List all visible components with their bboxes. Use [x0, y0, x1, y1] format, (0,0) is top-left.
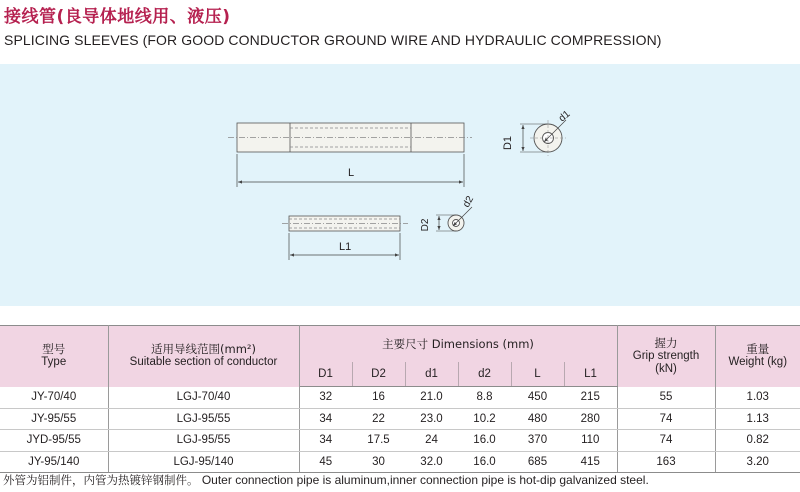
cell-D1: 34 — [299, 430, 352, 452]
footer-note-chinese: 外管为铝制件，内管为热镀锌钢制件。 — [3, 473, 199, 487]
label-D1: D1 — [502, 135, 514, 151]
cell-type: JY-70/40 — [0, 387, 108, 409]
cell-D2: 22 — [352, 408, 405, 430]
cell-d2: 16.0 — [458, 451, 511, 473]
cell-grip: 74 — [617, 430, 715, 452]
label-d1: d1 — [556, 108, 573, 125]
cell-d2: 16.0 — [458, 430, 511, 452]
cell-L: 685 — [511, 451, 564, 473]
header-weight: 重量 Weight (kg) — [715, 326, 800, 387]
header-type: 型号 Type — [0, 326, 108, 387]
header-grip: 握力 Grip strength (kN) — [617, 326, 715, 387]
drawing-panel — [0, 64, 800, 306]
cell-section: LGJ-70/40 — [108, 387, 299, 409]
cell-L: 370 — [511, 430, 564, 452]
label-D2: D2 — [420, 218, 431, 232]
cell-type: JY-95/55 — [0, 408, 108, 430]
cell-type: JYD-95/55 — [0, 430, 108, 452]
header-L1: L1 — [564, 362, 617, 387]
cell-d1: 23.0 — [405, 408, 458, 430]
label-L1: L1 — [339, 241, 352, 253]
cell-d2: 10.2 — [458, 408, 511, 430]
cell-weight: 1.13 — [715, 408, 800, 430]
sleeve-drawing — [0, 64, 800, 306]
cell-d2: 8.8 — [458, 387, 511, 409]
cell-weight: 3.20 — [715, 451, 800, 473]
cell-type: JY-95/140 — [0, 451, 108, 473]
cell-weight: 0.82 — [715, 430, 800, 452]
inner-sleeve-end-view — [436, 207, 472, 231]
cell-grip: 55 — [617, 387, 715, 409]
cell-L1: 110 — [564, 430, 617, 452]
cell-L: 480 — [511, 408, 564, 430]
table-row — [0, 387, 800, 409]
cell-weight: 1.03 — [715, 387, 800, 409]
cell-d1: 21.0 — [405, 387, 458, 409]
header-d1: d1 — [405, 362, 458, 387]
cell-D2: 30 — [352, 451, 405, 473]
cell-section: LGJ-95/55 — [108, 408, 299, 430]
cell-D1: 32 — [299, 387, 352, 409]
header-d2: d2 — [458, 362, 511, 387]
header-D1: D1 — [299, 362, 352, 387]
table-row — [0, 408, 800, 430]
cell-D2: 16 — [352, 387, 405, 409]
outer-sleeve — [228, 123, 472, 152]
cell-D1: 34 — [299, 408, 352, 430]
cell-grip: 163 — [617, 451, 715, 473]
cell-section: LGJ-95/55 — [108, 430, 299, 452]
title-chinese: 接线管(良导体地线用、液压) — [4, 7, 231, 27]
cell-d1: 24 — [405, 430, 458, 452]
cell-grip: 74 — [617, 408, 715, 430]
cell-D2: 17.5 — [352, 430, 405, 452]
title-english: SPLICING SLEEVES (FOR GOOD CONDUCTOR GROUND WIRE AND HYDRAULIC COMPRESSION) — [4, 32, 662, 48]
cell-section: LGJ-95/140 — [108, 451, 299, 473]
header-L: L — [511, 362, 564, 387]
cell-d1: 32.0 — [405, 451, 458, 473]
footer-note — [3, 472, 649, 488]
label-L: L — [348, 167, 355, 179]
outer-sleeve-end-view — [520, 120, 566, 156]
header-dimensions: 主要尺寸 Dimensions (mm) — [299, 326, 617, 363]
table-row — [0, 451, 800, 473]
label-d2: d2 — [461, 194, 477, 210]
table-row — [0, 430, 800, 452]
inner-sleeve — [282, 216, 408, 231]
specification-table — [0, 325, 800, 473]
footer-note-english: Outer connection pipe is aluminum,inner connection pipe is hot-dip galvanized steel. — [201, 473, 649, 487]
cell-L: 450 — [511, 387, 564, 409]
cell-L1: 415 — [564, 451, 617, 473]
cell-D1: 45 — [299, 451, 352, 473]
header-D2: D2 — [352, 362, 405, 387]
header-section: 适用导线范围(mm²) Suitable section of conductor — [108, 326, 299, 387]
cell-L1: 280 — [564, 408, 617, 430]
cell-L1: 215 — [564, 387, 617, 409]
